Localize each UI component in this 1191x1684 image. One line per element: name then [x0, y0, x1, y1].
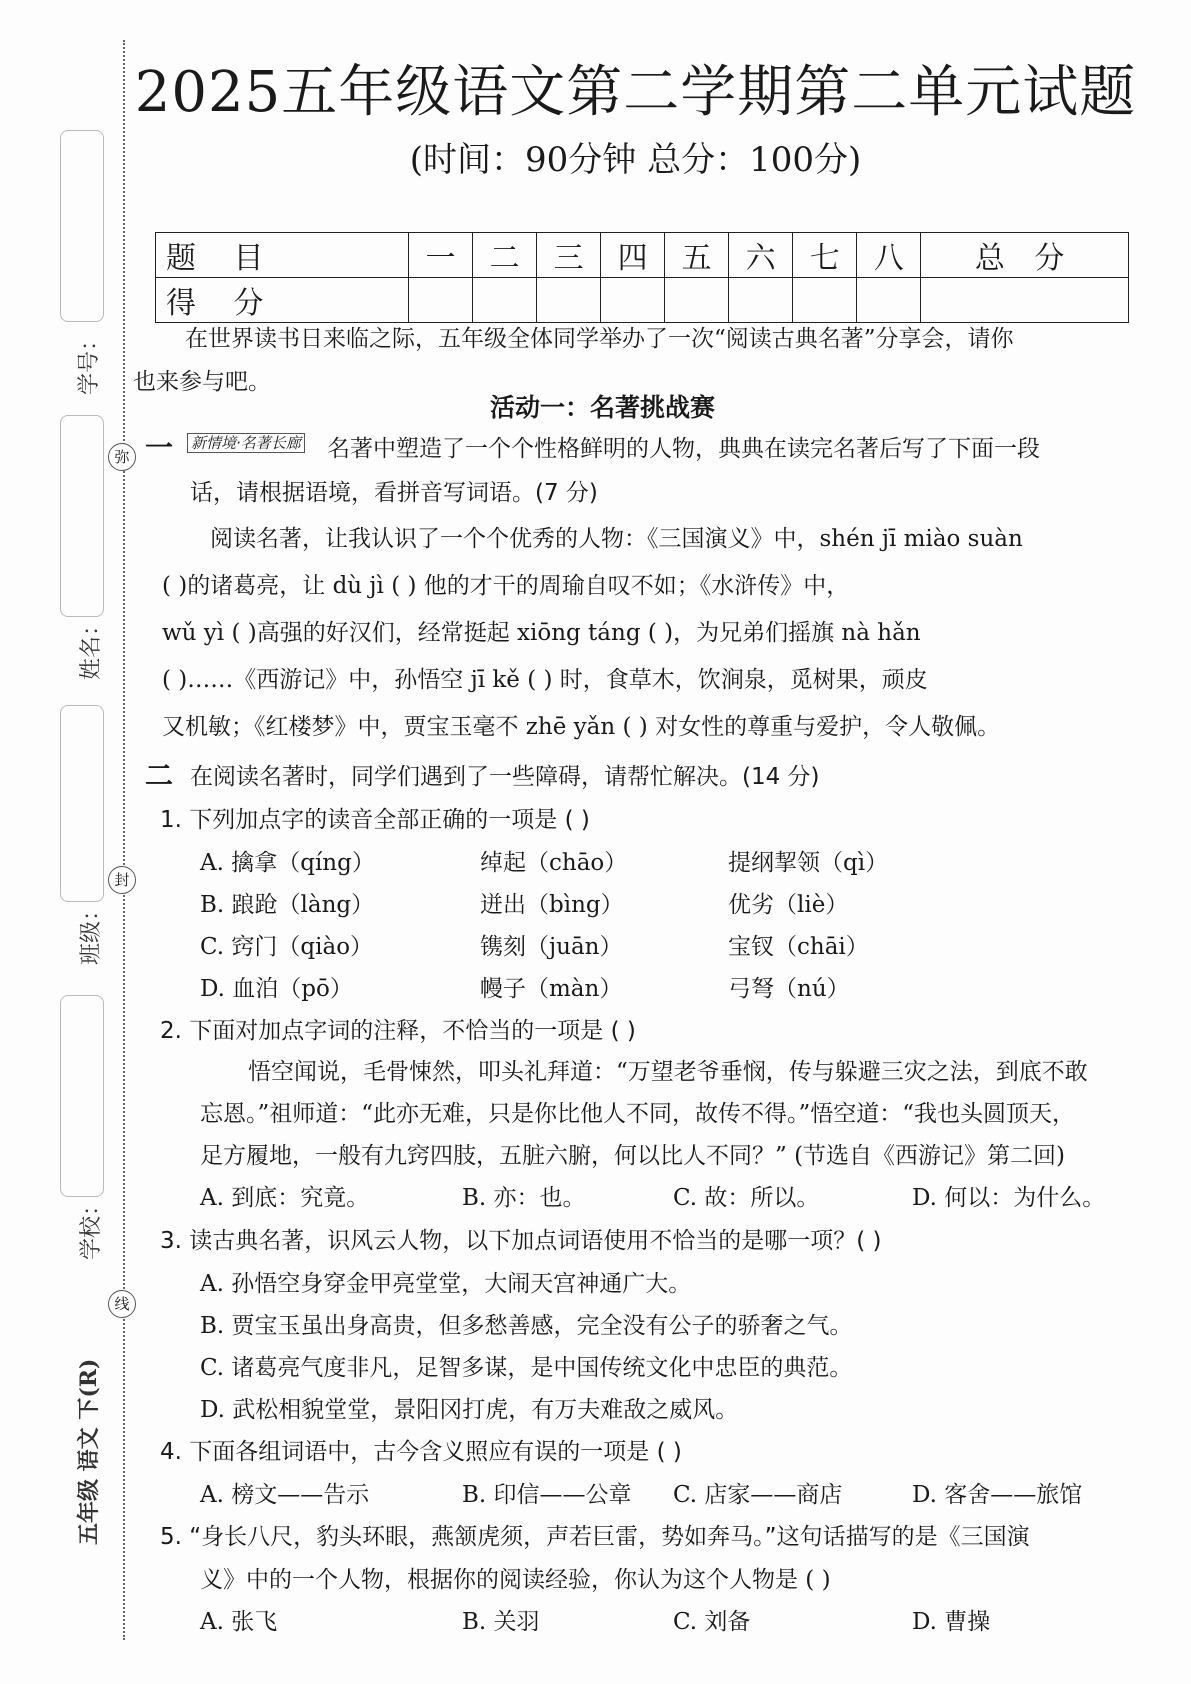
question-stem: 1. 下列加点字的读音全部正确的一项是 ( )	[160, 807, 590, 833]
question-stem: 3. 读古典名著，识风云人物，以下加点词语使用不恰当的是哪一项？( )	[160, 1228, 882, 1254]
score-cell[interactable]	[409, 278, 473, 323]
option: 镌刻（juān）	[480, 934, 623, 960]
header-cell: 五	[665, 233, 729, 278]
question-stem: 义》中的一个人物，根据你的阅读经验，你认为这个人物是 ( )	[200, 1567, 831, 1593]
option[interactable]: B. 亦：也。	[462, 1185, 586, 1211]
header-cell: 七	[793, 233, 857, 278]
label-student-id: 学号：	[77, 328, 102, 395]
option: 提纲挈领（qì）	[728, 850, 889, 876]
binding-line	[123, 40, 125, 1640]
header-cell: 三	[537, 233, 601, 278]
page-title: 2025五年级语文第二学期第二单元试题	[134, 60, 1137, 125]
option[interactable]: B. 踉跄（làng）	[200, 892, 375, 918]
option[interactable]: A. 孙悟空身穿金甲亮堂堂，大闹天宫神通广大。	[200, 1271, 692, 1297]
option[interactable]: D. 武松相貌堂堂，景阳冈打虎，有万夫难敌之威风。	[200, 1397, 739, 1423]
score-cell[interactable]	[601, 278, 665, 323]
option: 弓弩（nú）	[728, 976, 850, 1002]
tag-label: 新情境·名著长廊	[187, 433, 305, 453]
passage-line: wǔ yì ( )高强的好汉们，经常挺起 xiōng táng ( )，为兄弟们摇旗 nà hǎn	[162, 620, 921, 646]
score-cell[interactable]	[857, 278, 921, 323]
option[interactable]: D. 客舍——旅馆	[912, 1482, 1083, 1508]
passage-line: 阅读名著，让我认识了一个个优秀的人物：《三国演义》中，shén jī miào suàn	[210, 526, 1023, 552]
question-text: 话，请根据语境，看拼音写词语。(7 分)	[190, 480, 598, 506]
section-number: 二	[145, 759, 174, 792]
class-box[interactable]	[60, 705, 104, 902]
option[interactable]: B. 贾宝玉虽出身高贵，但多愁善感，完全没有公子的骄奢之气。	[200, 1313, 853, 1339]
question-stem: 2. 下面对加点字词的注释，不恰当的一项是 ( )	[160, 1018, 636, 1044]
question-text: 在阅读名著时，同学们遇到了一些障碍，请帮忙解决。(14 分)	[190, 764, 820, 790]
name-box[interactable]	[60, 415, 104, 617]
option[interactable]: A. 张飞	[200, 1609, 278, 1635]
option: 绰起（chāo）	[480, 850, 628, 876]
label-name: 姓名：	[79, 613, 104, 680]
score-row-label: 得 分	[156, 278, 409, 323]
intro-line: 在世界读书日来临之际，五年级全体同学举办了一次“阅读古典名著”分享会，请你	[185, 326, 1014, 352]
passage-line: ( )……《西游记》中，孙悟空 jī kě ( ) 时，食草木，饮涧泉，觅树果，顽皮	[162, 667, 928, 693]
header-cell: 一	[409, 233, 473, 278]
option[interactable]: C. 窍门（qiào）	[200, 934, 374, 960]
option[interactable]: B. 关羽	[462, 1609, 540, 1635]
activity-heading: 活动一：名著挑战赛	[490, 393, 716, 422]
question-text: 名著中塑造了一个个性格鲜明的人物，典典在读完名著后写了下面一段	[327, 436, 1040, 462]
score-cell[interactable]	[665, 278, 729, 323]
header-cell: 四	[601, 233, 665, 278]
passage-line: 忘恩。”祖师道：“此亦无难，只是你比他人不同，故传不得。”悟空道：“我也头圆顶天，	[200, 1101, 1076, 1127]
context-tag	[187, 432, 305, 453]
score-cell[interactable]	[473, 278, 537, 323]
option[interactable]: C. 诸葛亮气度非凡，足智多谋，是中国传统文化中忠臣的典范。	[200, 1355, 853, 1381]
passage-line: 悟空闻说，毛骨悚然，叩头礼拜道：“万望老爷垂悯，传与躲避三灾之法，到底不敢	[248, 1059, 1088, 1085]
header-cell: 六	[729, 233, 793, 278]
option[interactable]: C. 店家——商店	[673, 1482, 843, 1508]
score-cell[interactable]	[921, 278, 1129, 323]
label-school: 学校：	[79, 1193, 104, 1260]
header-cell: 题 目	[156, 233, 409, 278]
option[interactable]: C. 刘备	[673, 1609, 751, 1635]
option[interactable]: A. 擒拿（qíng）	[200, 850, 375, 876]
option: 优劣（liè）	[728, 892, 849, 918]
intro-line: 也来参与吧。	[133, 369, 271, 395]
book-label: 五年级 语文 下(R)	[76, 1358, 102, 1545]
option[interactable]: D. 血泊（pō）	[200, 976, 353, 1002]
score-cell[interactable]	[793, 278, 857, 323]
score-table	[155, 232, 1129, 323]
subtitle: (时间：90分钟 总分：100分)	[409, 140, 862, 180]
label-class: 班级：	[79, 898, 104, 965]
question-stem: 5. “身长八尺，豹头环眼，燕颔虎须，声若巨雷，势如奔马。”这句话描写的是《三国演	[160, 1524, 1030, 1550]
option: 幔子（màn）	[480, 976, 623, 1002]
option[interactable]: B. 印信——公章	[462, 1482, 632, 1508]
score-cell[interactable]	[729, 278, 793, 323]
option[interactable]: D. 曹操	[912, 1609, 991, 1635]
option[interactable]: A. 榜文——告示	[200, 1482, 370, 1508]
option[interactable]: A. 到底：究竟。	[200, 1185, 370, 1211]
option[interactable]: D. 何以：为什么。	[912, 1185, 1106, 1211]
question-stem: 4. 下面各组词语中，古今含义照应有误的一项是 ( )	[160, 1439, 682, 1465]
option[interactable]: C. 故：所以。	[673, 1185, 820, 1211]
section-number: 一	[145, 431, 174, 464]
school-box[interactable]	[60, 995, 104, 1197]
header-cell: 二	[473, 233, 537, 278]
score-cell[interactable]	[537, 278, 601, 323]
passage-line: ( )的诸葛亮，让 dù jì ( ) 他的才干的周瑜自叹不如；《水浒传》中，	[162, 573, 850, 599]
passage-line: 又机敏；《红楼梦》中，贾宝玉毫不 zhē yǎn ( ) 对女性的尊重与爱护，令人敬佩。	[162, 714, 1001, 740]
seal-xian: 线	[108, 1290, 136, 1318]
passage-line: 足方履地，一般有九窍四肢，五脏六腑，何以比人不同？” (节选自《西游记》第二回)	[200, 1143, 1066, 1169]
header-cell: 总 分	[921, 233, 1129, 278]
seal-feng: 封	[108, 866, 136, 894]
option: 宝钗（chāi）	[728, 934, 869, 960]
option: 迸出（bìng）	[480, 892, 624, 918]
seal-mi: 弥	[108, 443, 136, 471]
header-cell: 八	[857, 233, 921, 278]
